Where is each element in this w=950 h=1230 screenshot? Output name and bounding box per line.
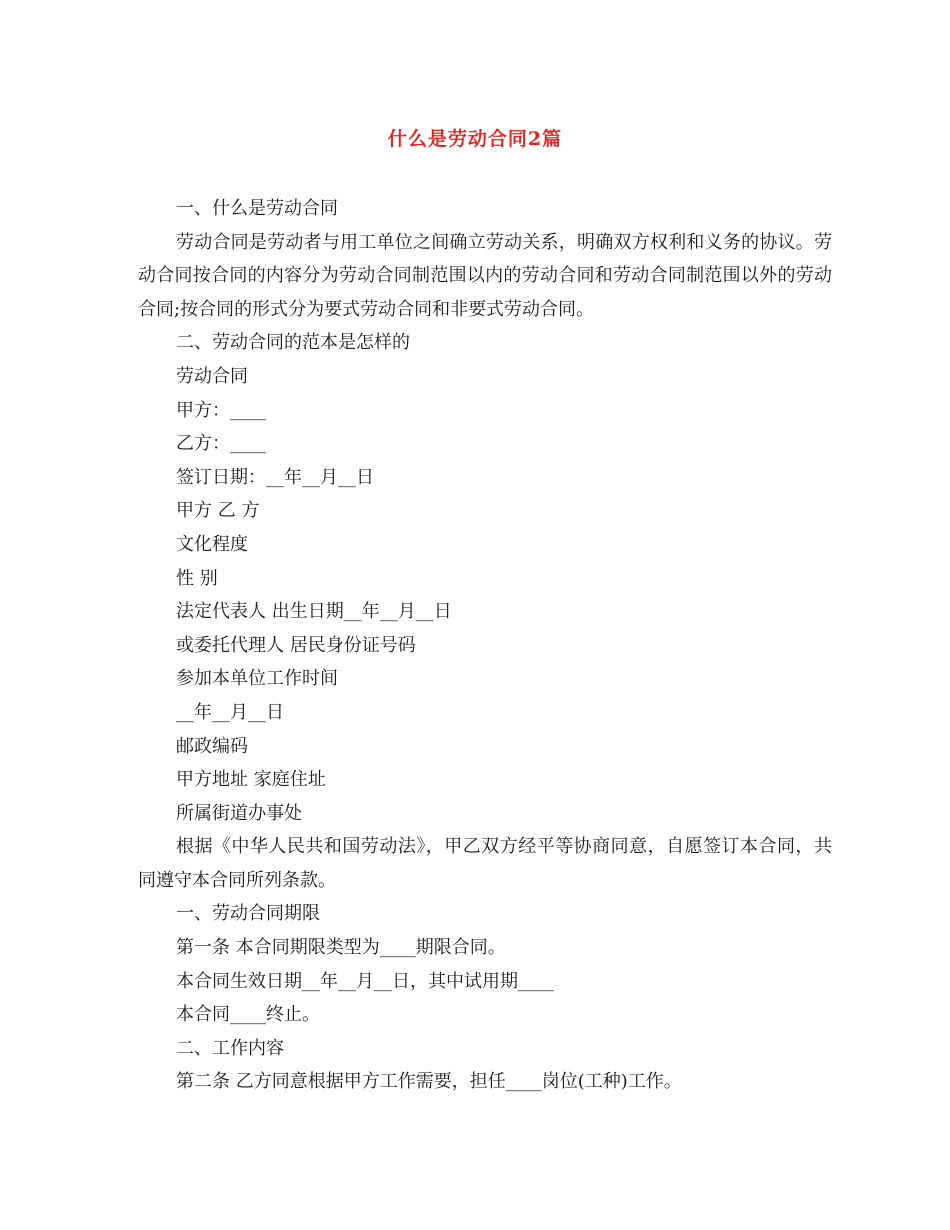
street-office-line: 所属街道办事处 [176,802,302,824]
heading-work-content: 二、工作内容 [176,1037,284,1059]
preamble-paragraph: 根据《中华人民共和国劳动法》，甲乙双方经平等协商同意，自愿签订本合同，共同遵守本合同所列条款。 [138,836,832,891]
heading-contract-template: 二、劳动合同的范本是怎样的 [176,332,410,354]
join-time-line: 参加本单位工作时间 [176,668,338,690]
template-title: 劳动合同 [176,365,248,387]
document-body [138,192,832,1099]
parties-header-line: 甲方 乙 方 [176,500,260,522]
address-line: 甲方地址 家庭住址 [176,769,326,791]
party-b-line: 乙方：____ [176,433,266,455]
article-one-line: 第一条 本合同期限类型为____期限合同。 [176,937,506,959]
definition-paragraph: 劳动合同是劳动者与用工单位之间确立劳动关系，明确双方权利和义务的协议。劳动合同按合同的内容分为劳动合同制范围以内的劳动合同和劳动合同制范围以外的劳动合同;按合同的形式分为要式劳动合同和非要式劳动合同。 [138,231,832,320]
effective-date-line: 本合同生效日期__年__月__日，其中试用期____ [176,970,554,992]
heading-contract-term: 一、劳动合同期限 [176,903,320,925]
termination-line: 本合同____终止。 [176,1004,320,1026]
legal-rep-line: 法定代表人 出生日期__年__月__日 [176,601,452,623]
article-two-line: 第二条 乙方同意根据甲方工作需要，担任____岗位(工种)工作。 [176,1071,682,1093]
agent-id-line: 或委托代理人 居民身份证号码 [176,634,416,656]
signing-date-line: 签订日期：__年__月__日 [176,466,374,488]
postal-code-line: 邮政编码 [176,735,248,757]
heading-what-is-labor-contract: 一、什么是劳动合同 [176,198,338,219]
education-line: 文化程度 [176,533,248,555]
gender-line: 性 别 [176,567,218,589]
join-date-line: __年__月__日 [176,701,284,723]
party-a-line: 甲方：____ [176,399,266,421]
document-title: 什么是劳动合同2篇 [387,128,563,150]
